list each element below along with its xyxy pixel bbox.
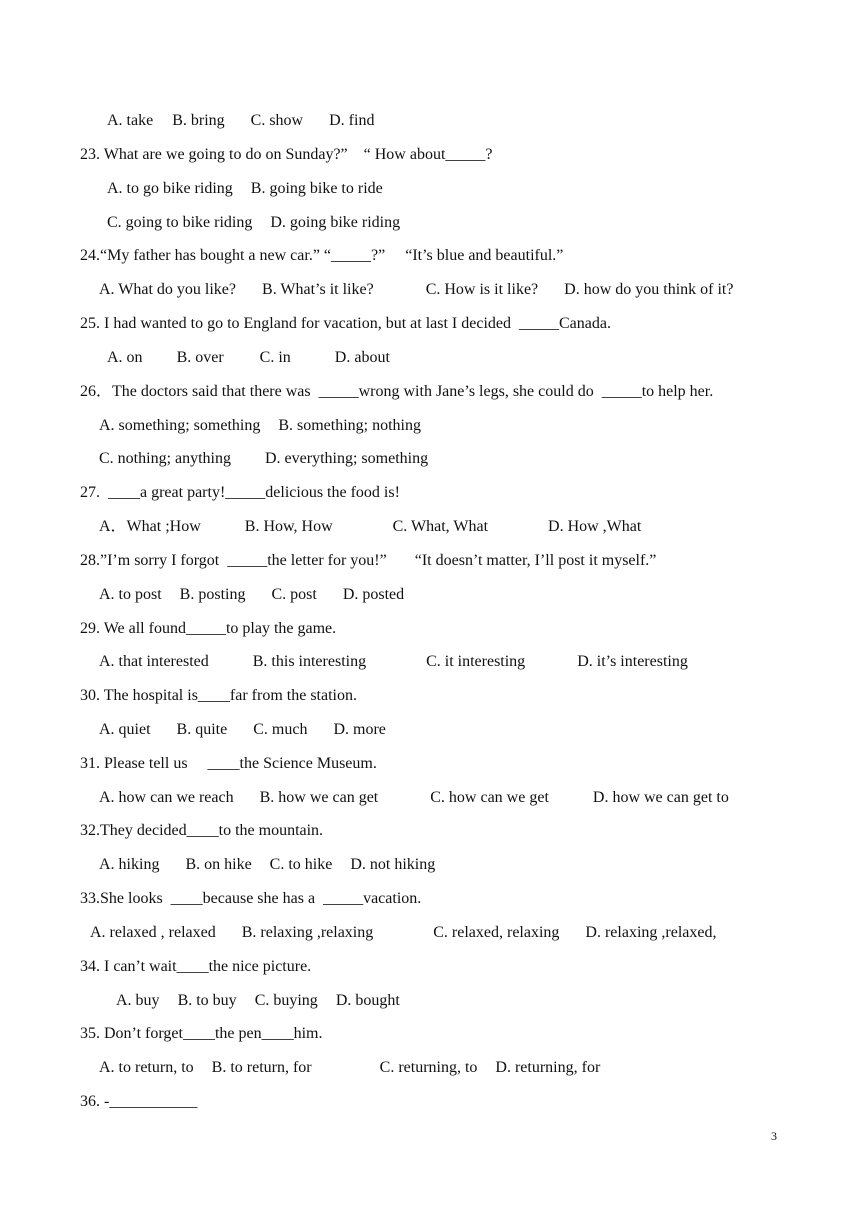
answer-option: C. show — [250, 112, 304, 129]
answer-option: C. What, What — [392, 518, 489, 535]
answer-option: D. going bike riding — [270, 214, 401, 231]
answer-option: B. quite — [176, 721, 228, 738]
question-text: to play the game. — [225, 620, 337, 637]
page-number: 3 — [771, 1129, 777, 1143]
answer-blank: _____? — [445, 146, 493, 163]
question-line — [80, 957, 311, 977]
answer-blank: _________ — [117, 1093, 190, 1110]
answer-option: B. relaxing ,relaxing — [241, 924, 374, 941]
question-text: a great party!_____delicious the food is! — [140, 484, 400, 501]
question-text: 30. The hospital is — [80, 687, 198, 704]
answer-option: C. going to bike riding — [107, 214, 253, 231]
question-line — [80, 314, 611, 334]
question-text: the Science Museum. — [239, 755, 377, 772]
question-text: Canada. — [558, 315, 611, 332]
question-line — [80, 821, 323, 841]
question-text: 34. I can’t wait — [80, 958, 177, 975]
answer-option: A. to go bike riding — [107, 180, 233, 197]
answer-option: B. What’s it like? — [262, 281, 374, 298]
answer-option: A. hiking — [99, 856, 160, 873]
answer-option: A. take — [107, 112, 154, 129]
answer-option: D. more — [333, 721, 386, 738]
question-line — [80, 483, 400, 503]
answer-blank: ____ — [170, 890, 203, 907]
answer-option: B. posting — [179, 586, 246, 603]
answer-option: A. that interested — [99, 653, 209, 670]
answer-option: C. much — [253, 721, 308, 738]
question-line — [80, 145, 493, 165]
answer-option: A. how can we reach — [99, 789, 234, 806]
answer-option: B. to buy — [177, 992, 237, 1009]
question-line — [80, 889, 421, 909]
answer-option: A. to post — [99, 586, 162, 603]
answer-option: D. relaxing ,relaxed, — [585, 924, 717, 941]
options-line — [99, 517, 641, 537]
question-text: 29. We all found — [80, 620, 186, 637]
answer-option: B. over — [176, 349, 224, 366]
question-line — [80, 1024, 323, 1044]
options-line — [116, 991, 400, 1011]
options-line — [99, 855, 435, 875]
question-line — [80, 686, 357, 706]
answer-option: B. going bike to ride — [250, 180, 383, 197]
answer-option: C. relaxed, relaxing — [433, 924, 560, 941]
options-line — [99, 1058, 600, 1078]
answer-option: C. nothing; anything — [99, 450, 231, 467]
answer-option: C. returning, to — [379, 1059, 478, 1076]
answer-option: A. something; something — [99, 417, 261, 434]
answer-option: D. returning, for — [495, 1059, 601, 1076]
question-text: _ — [189, 1093, 198, 1110]
answer-option: C. it interesting — [426, 653, 526, 670]
question-text: the letter for you!” “It doesn’t matter, I’ll post it myself.” — [267, 552, 657, 569]
answer-option: A. buy — [116, 992, 160, 1009]
answer-option: B. how we can get — [259, 789, 379, 806]
question-line — [80, 1092, 197, 1112]
question-line — [80, 619, 336, 639]
question-text: 31. Please tell us — [80, 755, 208, 772]
answer-blank: _____ — [518, 315, 559, 332]
options-line — [90, 923, 716, 943]
answer-option: D. How ,What — [548, 518, 642, 535]
options-line — [99, 720, 386, 740]
question-text: 27. — [80, 484, 108, 501]
answer-option: C. buying — [254, 992, 318, 1009]
answer-blank: _____ — [227, 552, 268, 569]
answer-blank: _____ — [318, 383, 359, 400]
question-text: ?” “It’s blue and beautiful.” — [371, 247, 564, 264]
answer-blank: ____ — [197, 687, 230, 704]
answer-blank: _____ — [185, 620, 226, 637]
answer-option: A. quiet — [99, 721, 151, 738]
answer-option: A. relaxed , relaxed — [90, 924, 216, 941]
answer-option: B. bring — [172, 112, 225, 129]
options-line — [107, 213, 400, 233]
answer-blank: _____ — [331, 247, 372, 264]
answer-blank: ____ — [108, 484, 140, 501]
answer-option: D. find — [329, 112, 375, 129]
answer-blank: ____ — [176, 958, 209, 975]
question-text: the nice picture. — [208, 958, 312, 975]
answer-option: D. how do you think of it? — [564, 281, 734, 298]
options-line — [99, 449, 428, 469]
answer-blank: ____ — [182, 1025, 215, 1042]
answer-option: A．What ;How — [99, 518, 201, 535]
answer-option: D. bought — [335, 992, 400, 1009]
question-text: 36. -_ — [80, 1093, 118, 1110]
answer-option: A. What do you like? — [99, 281, 237, 298]
answer-blank: ____ — [186, 822, 219, 839]
question-text: 35. Don’t forget — [80, 1025, 183, 1042]
options-line — [107, 179, 383, 199]
answer-option: B. this interesting — [252, 653, 367, 670]
question-text: 28.”I’m sorry I forgot — [80, 552, 228, 569]
answer-option: D. not hiking — [350, 856, 436, 873]
answer-option: A. to return, to — [99, 1059, 194, 1076]
options-line — [99, 280, 733, 300]
answer-blank: ____ — [207, 755, 240, 772]
answer-option: D. about — [334, 349, 390, 366]
options-line — [99, 585, 404, 605]
question-text: 23. What are we going to do on Sunday?” “ How about — [80, 146, 446, 163]
answer-option: C. how can we get — [430, 789, 549, 806]
question-line — [80, 246, 563, 266]
question-text: 25. I had wanted to go to England for vacation, but at last I decided — [80, 315, 519, 332]
question-text: wrong with Jane’s legs, she could do _____to help her. — [358, 383, 714, 400]
answer-option: A. on — [107, 349, 143, 366]
answer-option: B. on hike — [185, 856, 252, 873]
answer-option: B. something; nothing — [278, 417, 421, 434]
answer-option: C. to hike — [269, 856, 333, 873]
answer-option: C. How is it like? — [425, 281, 539, 298]
options-line — [107, 348, 390, 368]
question-line — [80, 754, 377, 774]
question-line — [80, 551, 656, 571]
options-line — [99, 652, 688, 672]
question-text: the pen____him. — [214, 1025, 323, 1042]
options-line — [99, 788, 729, 808]
question-line — [80, 382, 713, 402]
answer-option: D. everything; something — [265, 450, 429, 467]
question-text: 26．The doctors said that there was — [80, 383, 319, 400]
question-text: far from the station. — [229, 687, 357, 704]
question-text: because she has a _____vacation. — [202, 890, 422, 907]
answer-option: D. posted — [342, 586, 405, 603]
options-line — [99, 416, 421, 436]
answer-option: C. in — [259, 349, 291, 366]
question-text: to the mountain. — [218, 822, 324, 839]
answer-option: B. How, How — [244, 518, 333, 535]
answer-option: D. it’s interesting — [577, 653, 688, 670]
answer-option: B. to return, for — [211, 1059, 312, 1076]
options-line — [107, 111, 374, 131]
question-text: 32.They decided — [80, 822, 187, 839]
answer-option: C. post — [271, 586, 317, 603]
question-text: 33.She looks — [80, 890, 171, 907]
answer-option: D. how we can get to — [592, 789, 729, 806]
question-text: 24.“My father has bought a new car.” “ — [80, 247, 332, 264]
